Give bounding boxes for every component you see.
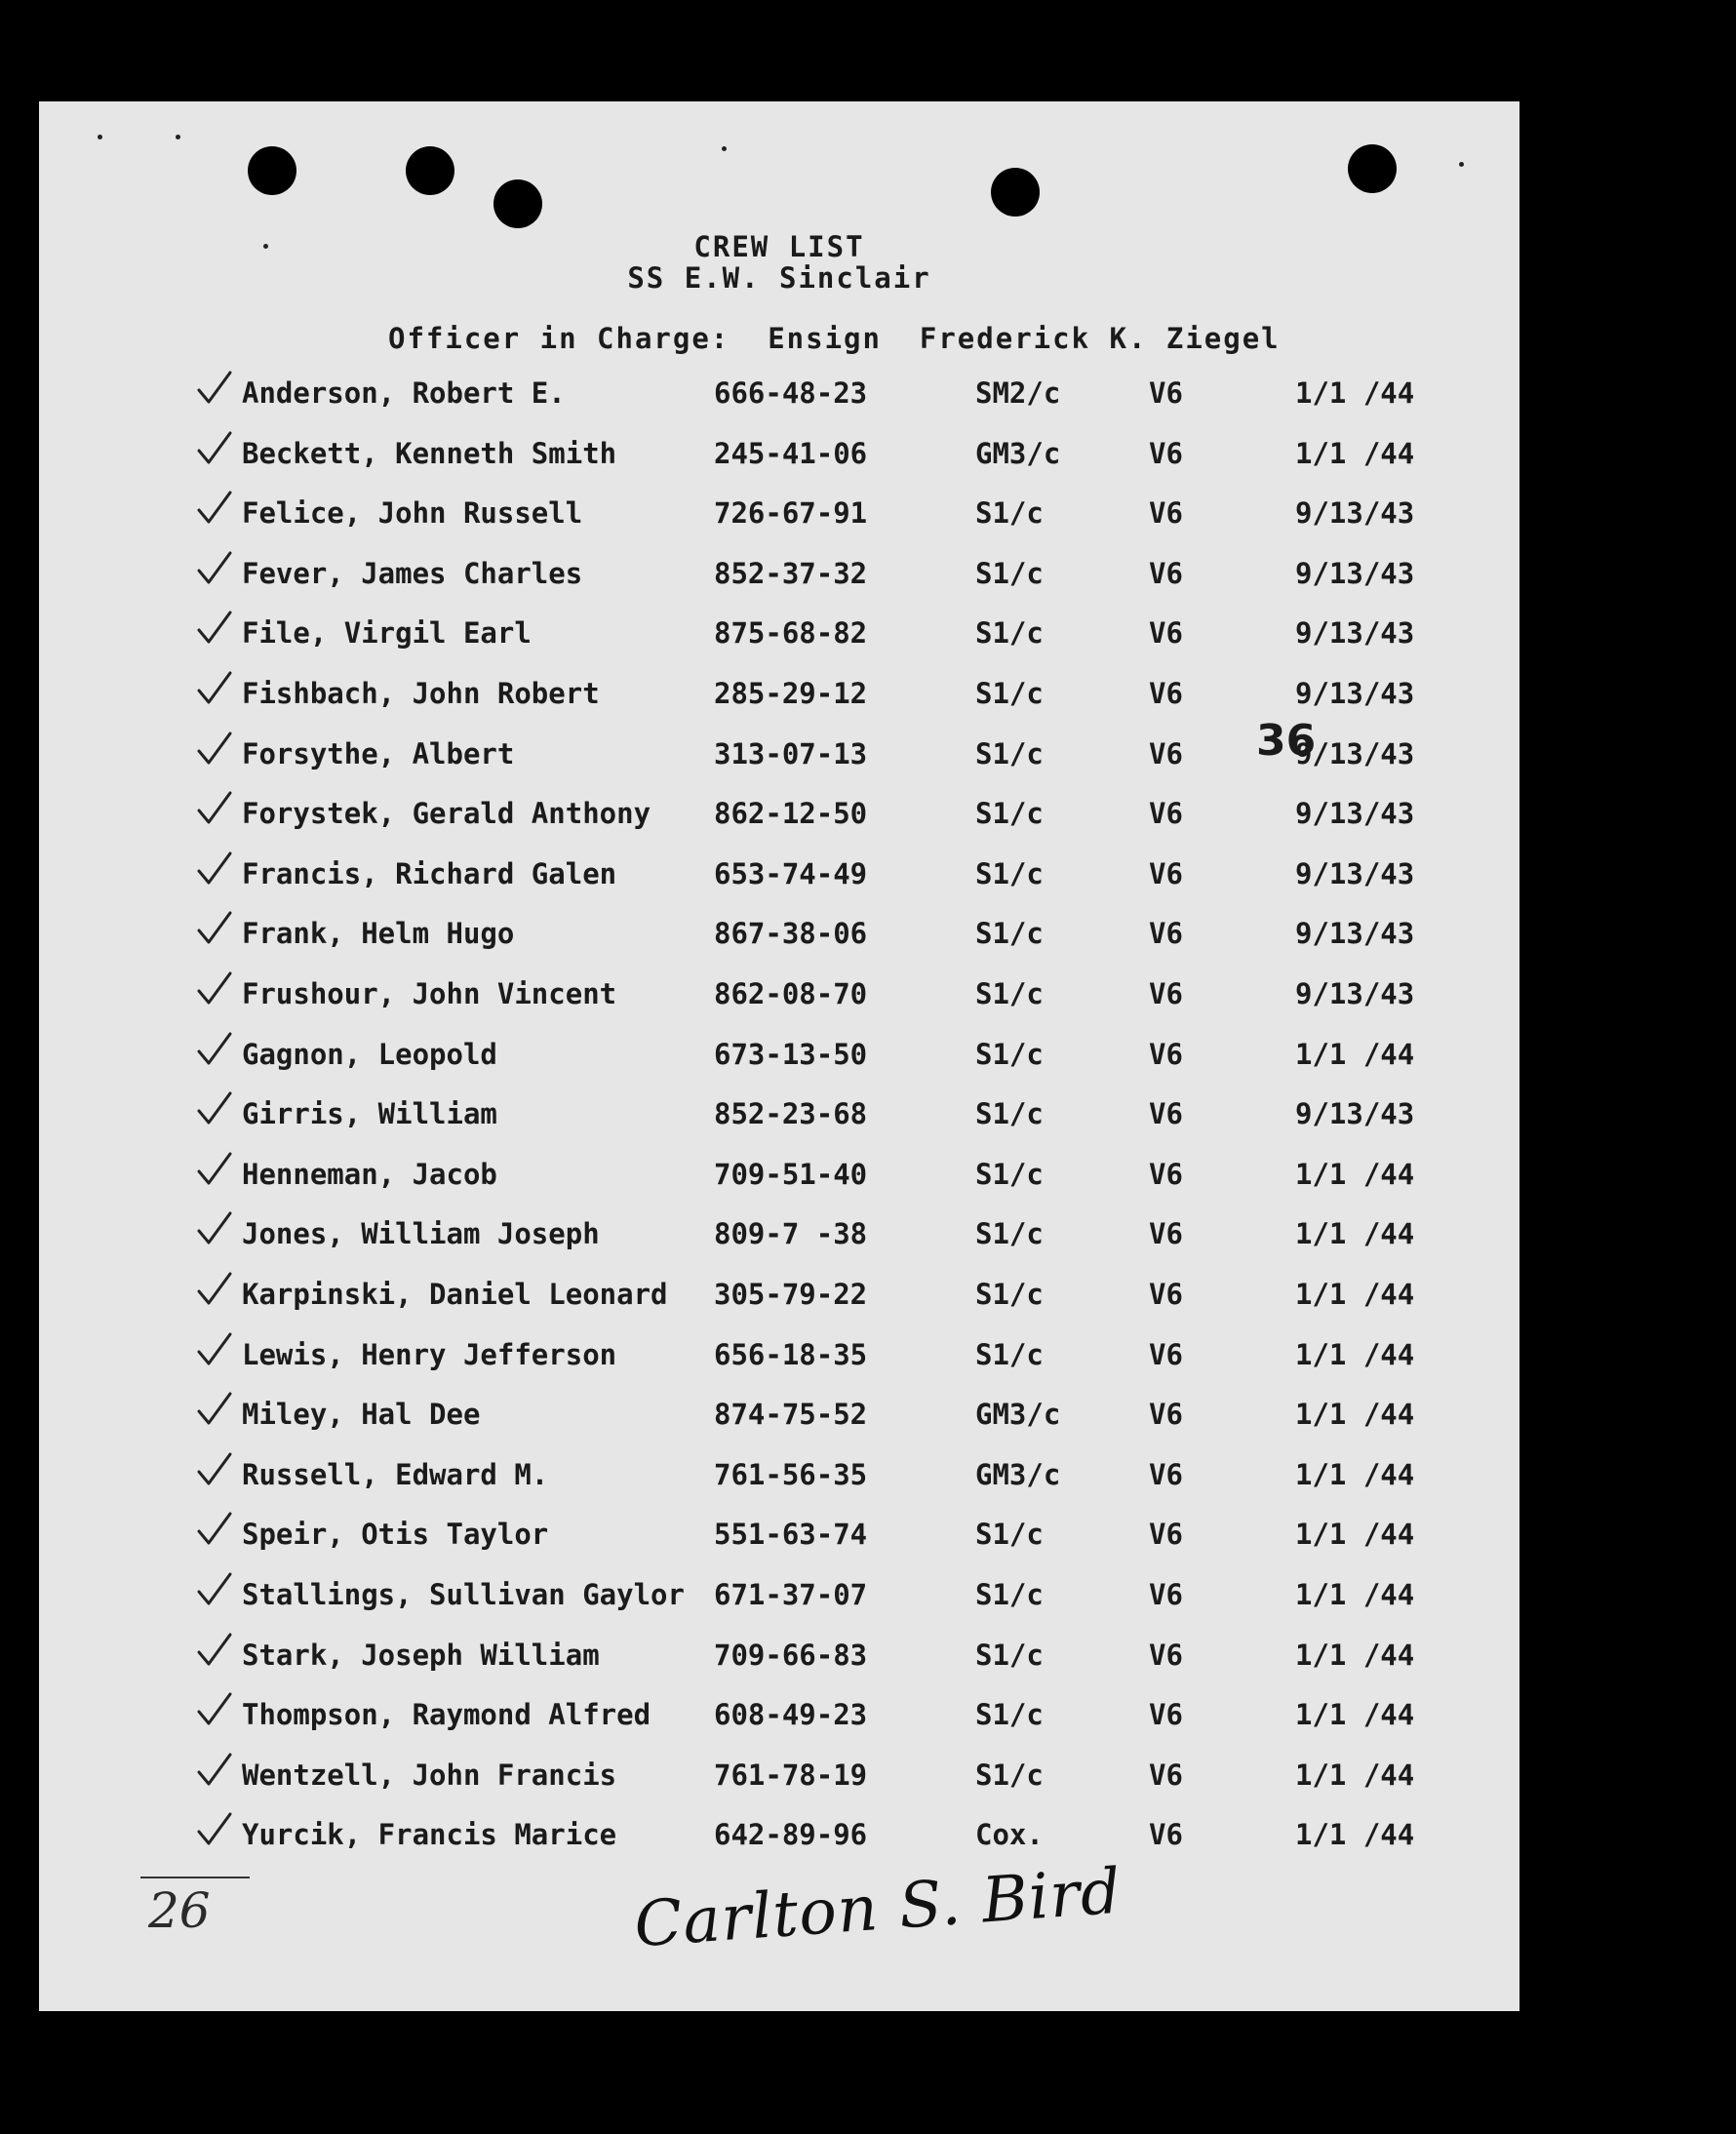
crew-date: 9/13/43 xyxy=(1295,797,1415,830)
crew-rate: S1/c xyxy=(975,977,1044,1010)
punch-hole xyxy=(248,146,296,195)
crew-date: 1/1 /44 xyxy=(1295,1398,1415,1431)
crew-row xyxy=(39,917,1519,956)
crew-date: 1/1 /44 xyxy=(1295,1278,1415,1311)
checkmark-icon xyxy=(195,1510,234,1549)
crew-service-number: 809-7 -38 xyxy=(714,1217,868,1250)
crew-class: V6 xyxy=(1149,1097,1183,1130)
crew-class: V6 xyxy=(1149,977,1183,1010)
crew-row xyxy=(39,977,1519,1016)
crew-name: Francis, Richard Galen xyxy=(242,857,617,890)
crew-rate: S1/c xyxy=(975,797,1044,830)
checkmark-icon xyxy=(195,1209,234,1248)
stamp-number: 36 xyxy=(1256,716,1317,766)
crew-row xyxy=(39,496,1519,535)
crew-service-number: 666-48-23 xyxy=(714,376,868,410)
checkmark-icon xyxy=(195,909,234,948)
crew-name: Girris, William xyxy=(242,1097,497,1130)
crew-row xyxy=(39,1398,1519,1437)
crew-class: V6 xyxy=(1149,857,1183,890)
crew-name: Thompson, Raymond Alfred xyxy=(242,1698,651,1731)
crew-rate: S1/c xyxy=(975,1278,1044,1311)
checkmark-icon xyxy=(195,369,234,408)
checkmark-icon xyxy=(195,1030,234,1069)
crew-date: 1/1 /44 xyxy=(1295,1578,1415,1611)
crew-row xyxy=(39,376,1519,415)
crew-rate: GM3/c xyxy=(975,1458,1061,1491)
crew-class: V6 xyxy=(1149,1217,1183,1250)
checkmark-icon xyxy=(195,1450,234,1489)
speck xyxy=(98,135,102,139)
crew-service-number: 852-23-68 xyxy=(714,1097,868,1130)
crew-class: V6 xyxy=(1149,737,1183,771)
crew-rate: GM3/c xyxy=(975,1398,1061,1431)
crew-class: V6 xyxy=(1149,1038,1183,1071)
checkmark-icon xyxy=(195,1751,234,1790)
crew-rate: GM3/c xyxy=(975,437,1061,470)
crew-date: 9/13/43 xyxy=(1295,1097,1415,1130)
crew-name: Forsythe, Albert xyxy=(242,737,515,771)
checkmark-icon xyxy=(195,1690,234,1729)
crew-class: V6 xyxy=(1149,496,1183,530)
crew-row xyxy=(39,1338,1519,1377)
crew-row xyxy=(39,1759,1519,1798)
crew-service-number: 862-12-50 xyxy=(714,797,868,830)
crew-row xyxy=(39,1818,1519,1857)
officer-rank: Ensign xyxy=(768,322,882,355)
crew-date: 1/1 /44 xyxy=(1295,1759,1415,1792)
crew-date: 1/1 /44 xyxy=(1295,1639,1415,1672)
crew-row xyxy=(39,1158,1519,1197)
crew-class: V6 xyxy=(1149,1639,1183,1672)
crew-rate: SM2/c xyxy=(975,376,1061,410)
officer-in-charge xyxy=(388,322,1281,355)
checkmark-icon xyxy=(195,850,234,889)
crew-rate: S1/c xyxy=(975,1698,1044,1731)
crew-rate: S1/c xyxy=(975,677,1044,710)
crew-service-number: 313-07-13 xyxy=(714,737,868,771)
crew-date: 1/1 /44 xyxy=(1295,1818,1415,1851)
crew-row xyxy=(39,1038,1519,1077)
crew-name: Karpinski, Daniel Leonard xyxy=(242,1278,668,1311)
crew-date: 1/1 /44 xyxy=(1295,1338,1415,1371)
crew-date: 9/13/43 xyxy=(1295,737,1415,771)
crew-row xyxy=(39,1458,1519,1497)
crew-row xyxy=(39,437,1519,476)
crew-service-number: 875-68-82 xyxy=(714,616,868,650)
checkmark-icon xyxy=(195,730,234,769)
crew-rate: S1/c xyxy=(975,917,1044,950)
punch-hole xyxy=(1348,144,1397,193)
crew-service-number: 608-49-23 xyxy=(714,1698,868,1731)
punch-hole xyxy=(493,179,542,228)
document-sheet xyxy=(39,101,1519,2011)
crew-name: Frank, Helm Hugo xyxy=(242,917,515,950)
punch-hole xyxy=(991,168,1040,217)
checkmark-icon xyxy=(195,1570,234,1609)
crew-class: V6 xyxy=(1149,797,1183,830)
crew-name: Wentzell, John Francis xyxy=(242,1759,617,1792)
signature: Carlton S. Bird xyxy=(632,1855,1124,1962)
crew-date: 1/1 /44 xyxy=(1295,1158,1415,1191)
crew-rate: S1/c xyxy=(975,857,1044,890)
crew-name: Forystek, Gerald Anthony xyxy=(242,797,651,830)
crew-name: Stark, Joseph William xyxy=(242,1639,600,1672)
checkmark-icon xyxy=(195,1330,234,1369)
crew-rate: S1/c xyxy=(975,557,1044,590)
crew-service-number: 862-08-70 xyxy=(714,977,868,1010)
crew-rate: S1/c xyxy=(975,496,1044,530)
speck xyxy=(1459,162,1464,167)
crew-row xyxy=(39,677,1519,716)
crew-name: Jones, William Joseph xyxy=(242,1217,600,1250)
crew-service-number: 874-75-52 xyxy=(714,1398,868,1431)
crew-class: V6 xyxy=(1149,376,1183,410)
checkmark-icon xyxy=(195,969,234,1008)
crew-rate: Cox. xyxy=(975,1818,1044,1851)
checkmark-icon xyxy=(195,489,234,528)
crew-row xyxy=(39,557,1519,596)
crew-name: Henneman, Jacob xyxy=(242,1158,497,1191)
crew-row xyxy=(39,857,1519,896)
crew-service-number: 761-56-35 xyxy=(714,1458,868,1491)
vessel-name: SS E.W. Sinclair xyxy=(627,261,931,295)
crew-row xyxy=(39,1639,1519,1678)
crew-class: V6 xyxy=(1149,1338,1183,1371)
crew-date: 9/13/43 xyxy=(1295,557,1415,590)
crew-class: V6 xyxy=(1149,1158,1183,1191)
crew-date: 1/1 /44 xyxy=(1295,376,1415,410)
crew-service-number: 761-78-19 xyxy=(714,1759,868,1792)
crew-service-number: 305-79-22 xyxy=(714,1278,868,1311)
crew-class: V6 xyxy=(1149,616,1183,650)
checkmark-icon xyxy=(195,789,234,828)
crew-row xyxy=(39,797,1519,836)
crew-date: 1/1 /44 xyxy=(1295,1038,1415,1071)
crew-rate: S1/c xyxy=(975,1759,1044,1792)
crew-name: Russell, Edward M. xyxy=(242,1458,549,1491)
crew-service-number: 245-41-06 xyxy=(714,437,868,470)
crew-name: Beckett, Kenneth Smith xyxy=(242,437,617,470)
crew-date: 1/1 /44 xyxy=(1295,1217,1415,1250)
crew-class: V6 xyxy=(1149,1458,1183,1491)
checkmark-icon xyxy=(195,609,234,648)
crew-name: Frushour, John Vincent xyxy=(242,977,617,1010)
crew-class: V6 xyxy=(1149,1518,1183,1551)
crew-service-number: 852-37-32 xyxy=(714,557,868,590)
document-title: CREW LIST xyxy=(693,230,865,263)
speck xyxy=(176,135,180,139)
crew-service-number: 726-67-91 xyxy=(714,496,868,530)
crew-rate: S1/c xyxy=(975,1158,1044,1191)
crew-name: Speir, Otis Taylor xyxy=(242,1518,549,1551)
crew-row xyxy=(39,1217,1519,1256)
officer-label: Officer in Charge: xyxy=(388,322,730,355)
crew-rate: S1/c xyxy=(975,1518,1044,1551)
officer-name: Frederick K. Ziegel xyxy=(919,322,1281,355)
crew-name: Fishbach, John Robert xyxy=(242,677,600,710)
crew-row xyxy=(39,1578,1519,1617)
crew-service-number: 656-18-35 xyxy=(714,1338,868,1371)
crew-class: V6 xyxy=(1149,1398,1183,1431)
crew-date: 9/13/43 xyxy=(1295,616,1415,650)
crew-rate: S1/c xyxy=(975,1217,1044,1250)
crew-name: Yurcik, Francis Marice xyxy=(242,1818,617,1851)
crew-service-number: 673-13-50 xyxy=(714,1038,868,1071)
crew-date: 9/13/43 xyxy=(1295,496,1415,530)
checkmark-icon xyxy=(195,1390,234,1429)
checkmark-icon xyxy=(195,1270,234,1309)
crew-rate: S1/c xyxy=(975,1639,1044,1672)
crew-date: 1/1 /44 xyxy=(1295,1518,1415,1551)
crew-name: Fever, James Charles xyxy=(242,557,583,590)
speck xyxy=(722,146,727,151)
crew-rate: S1/c xyxy=(975,1097,1044,1130)
crew-row xyxy=(39,1278,1519,1317)
crew-date: 1/1 /44 xyxy=(1295,1458,1415,1491)
crew-rate: S1/c xyxy=(975,1578,1044,1611)
checkmark-icon xyxy=(195,1089,234,1128)
checkmark-icon xyxy=(195,669,234,708)
crew-rate: S1/c xyxy=(975,616,1044,650)
handwritten-count: 26 xyxy=(148,1882,211,1939)
crew-class: V6 xyxy=(1149,677,1183,710)
crew-name: Miley, Hal Dee xyxy=(242,1398,481,1431)
crew-rate: S1/c xyxy=(975,1038,1044,1071)
crew-row xyxy=(39,1518,1519,1557)
crew-date: 1/1 /44 xyxy=(1295,1698,1415,1731)
crew-name: Anderson, Robert E. xyxy=(242,376,566,410)
crew-date: 9/13/43 xyxy=(1295,977,1415,1010)
crew-class: V6 xyxy=(1149,1698,1183,1731)
footer-rule xyxy=(140,1877,250,1878)
crew-class: V6 xyxy=(1149,917,1183,950)
crew-rate: S1/c xyxy=(975,737,1044,771)
crew-name: Lewis, Henry Jefferson xyxy=(242,1338,617,1371)
punch-hole xyxy=(406,146,454,195)
checkmark-icon xyxy=(195,1631,234,1670)
crew-class: V6 xyxy=(1149,437,1183,470)
crew-service-number: 709-51-40 xyxy=(714,1158,868,1191)
crew-date: 9/13/43 xyxy=(1295,677,1415,710)
crew-row xyxy=(39,1698,1519,1737)
crew-service-number: 709-66-83 xyxy=(714,1639,868,1672)
crew-name: File, Virgil Earl xyxy=(242,616,532,650)
crew-class: V6 xyxy=(1149,1578,1183,1611)
crew-service-number: 867-38-06 xyxy=(714,917,868,950)
crew-service-number: 653-74-49 xyxy=(714,857,868,890)
crew-service-number: 642-89-96 xyxy=(714,1818,868,1851)
crew-class: V6 xyxy=(1149,557,1183,590)
crew-row xyxy=(39,616,1519,655)
checkmark-icon xyxy=(195,429,234,468)
crew-class: V6 xyxy=(1149,1818,1183,1851)
checkmark-icon xyxy=(195,1150,234,1189)
checkmark-icon xyxy=(195,549,234,588)
crew-service-number: 285-29-12 xyxy=(714,677,868,710)
crew-name: Felice, John Russell xyxy=(242,496,583,530)
crew-name: Gagnon, Leopold xyxy=(242,1038,497,1071)
crew-date: 9/13/43 xyxy=(1295,917,1415,950)
crew-service-number: 671-37-07 xyxy=(714,1578,868,1611)
crew-class: V6 xyxy=(1149,1278,1183,1311)
crew-rate: S1/c xyxy=(975,1338,1044,1371)
crew-date: 1/1 /44 xyxy=(1295,437,1415,470)
crew-class: V6 xyxy=(1149,1759,1183,1792)
crew-date: 9/13/43 xyxy=(1295,857,1415,890)
crew-row xyxy=(39,1097,1519,1136)
checkmark-icon xyxy=(195,1810,234,1849)
crew-service-number: 551-63-74 xyxy=(714,1518,868,1551)
crew-name: Stallings, Sullivan Gaylor xyxy=(242,1578,685,1611)
